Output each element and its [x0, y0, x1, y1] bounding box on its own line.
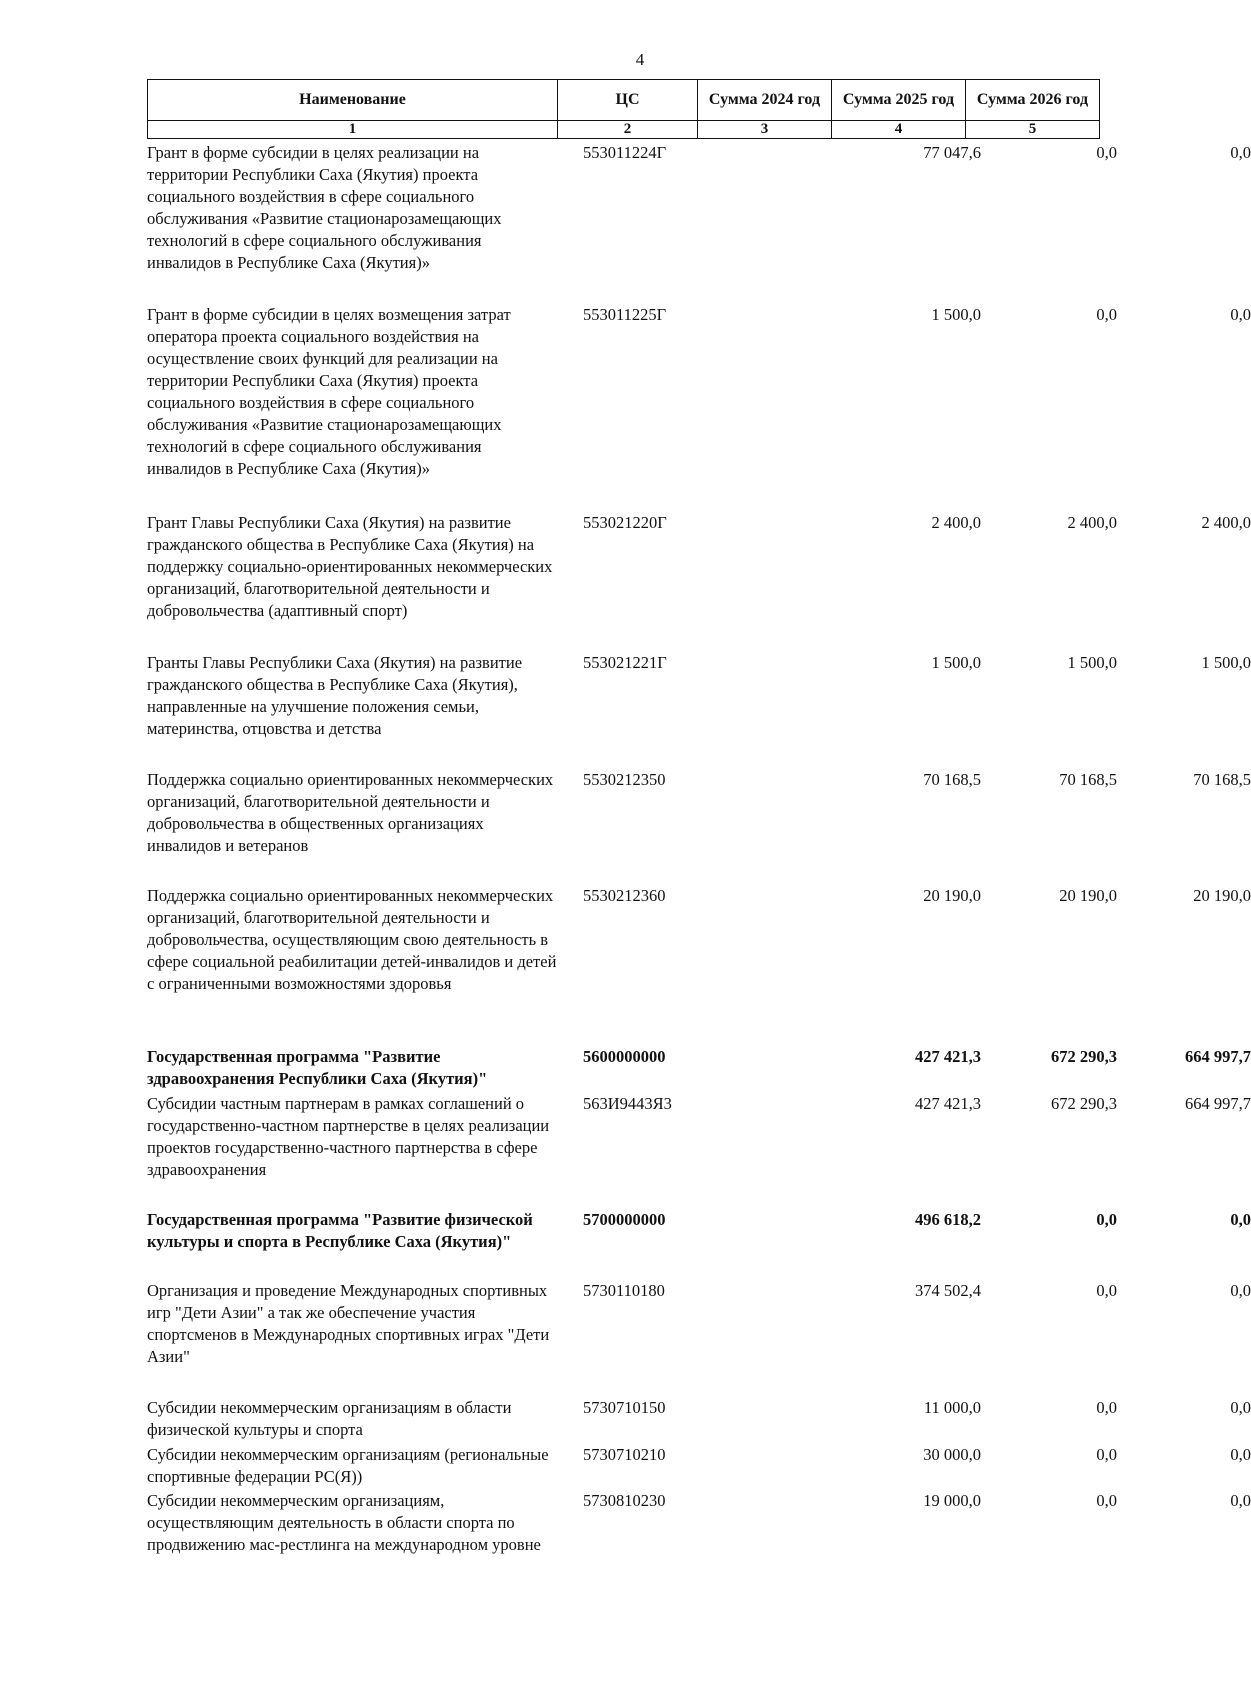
row-sum-2024: 1 500,0	[931, 305, 981, 324]
row-name: Грант Главы Республики Саха (Якутия) на развитие гражданского общества в Республике Саха (Якутия) на поддержку социально-ориентированных некоммерческих организаций, благотворительной деятельности и добровольчества (адаптивный спорт)	[147, 513, 553, 620]
row-sum-2025: 0,0	[1096, 1210, 1117, 1229]
row-sum-2024: 70 168,5	[923, 770, 981, 789]
row-sum-2025: 20 190,0	[1059, 886, 1117, 905]
header-sum-2026: Сумма 2026 год	[966, 80, 1100, 121]
row-code: 563И9443Я3	[583, 1094, 672, 1113]
row-sum-2025: 0,0	[1096, 1445, 1117, 1464]
row-sum-2025: 672 290,3	[1051, 1047, 1117, 1066]
row-sum-2025: 672 290,3	[1051, 1094, 1117, 1113]
header-num-2: 2	[558, 121, 698, 139]
row-sum-2026: 70 168,5	[1193, 770, 1251, 789]
row-sum-2024: 2 400,0	[931, 513, 981, 532]
header-num-5: 5	[966, 121, 1100, 139]
row-code: 5730710150	[583, 1398, 666, 1417]
row-sum-2024: 19 000,0	[923, 1491, 981, 1510]
row-name: Грант в форме субсидии в целях возмещения затрат оператора проекта социального воздействия на осуществление своих функций для реализации на территории Республики Саха (Якутия) проекта социального воздействия в сфере социального обслуживания «Развитие стационарозамещающих технологий в сфере социального обслуживания инвалидов в Республике Саха (Якутия)»	[147, 305, 511, 478]
row-name: Организация и проведение Международных спортивных игр "Дети Азии" а так же обеспечение участия спортсменов в Международных спортивных играх "Дети Азии"	[147, 1281, 550, 1366]
row-code: 5530212350	[583, 770, 666, 789]
row-sum-2026: 0,0	[1230, 305, 1251, 324]
row-sum-2024: 30 000,0	[923, 1445, 981, 1464]
row-sum-2025: 0,0	[1096, 1281, 1117, 1300]
row-sum-2026: 664 997,7	[1185, 1094, 1251, 1113]
row-name: Субсидии некоммерческим организациям (региональные спортивные федерации РС(Я))	[147, 1445, 549, 1486]
row-sum-2025: 0,0	[1096, 1398, 1117, 1417]
row-sum-2026: 1 500,0	[1201, 653, 1251, 672]
row-sum-2026: 664 997,7	[1185, 1047, 1251, 1066]
row-sum-2025: 0,0	[1096, 143, 1117, 162]
row-sum-2026: 20 190,0	[1193, 886, 1251, 905]
row-sum-2024: 11 000,0	[923, 1398, 981, 1417]
row-code: 553021220Г	[583, 513, 667, 532]
row-sum-2026: 0,0	[1230, 1445, 1251, 1464]
table-header	[147, 79, 1100, 139]
row-code: 553011225Г	[583, 305, 667, 324]
row-sum-2024: 77 047,6	[923, 143, 981, 162]
row-name: Государственная программа "Развитие физической культуры и спорта в Республике Саха (Якутия)"	[147, 1210, 533, 1251]
row-code: 553021221Г	[583, 653, 667, 672]
row-sum-2025: 0,0	[1096, 1491, 1117, 1510]
row-code: 553011224Г	[583, 143, 667, 162]
row-code: 5730810230	[583, 1491, 666, 1510]
row-code: 5730110180	[583, 1281, 665, 1300]
row-sum-2024: 374 502,4	[915, 1281, 981, 1300]
row-name: Субсидии некоммерческим организациям, осуществляющим деятельность в области спорта по продвижению мас-рестлинга на международном уровне	[147, 1491, 541, 1554]
row-sum-2026: 0,0	[1230, 1398, 1251, 1417]
row-name: Поддержка социально ориентированных некоммерческих организаций, благотворительной деятельности и добровольчества в общественных организациях инвалидов и ветеранов	[147, 770, 554, 855]
row-sum-2024: 427 421,3	[915, 1047, 981, 1066]
row-sum-2024: 427 421,3	[915, 1094, 981, 1113]
header-code: ЦС	[558, 80, 698, 121]
row-sum-2025: 2 400,0	[1067, 513, 1117, 532]
row-sum-2025: 70 168,5	[1059, 770, 1117, 789]
row-name: Гранты Главы Республики Саха (Якутия) на развитие гражданского общества в Республике Саха (Якутия), направленные на улучшение положения семьи, материнства, отцовства и детства	[147, 653, 523, 738]
row-code: 5600000000	[583, 1047, 666, 1066]
row-sum-2026: 0,0	[1230, 1491, 1251, 1510]
header-sum-2024: Сумма 2024 год	[698, 80, 832, 121]
row-name: Субсидии частным партнерам в рамках соглашений о государственно-частном партнерстве в целях реализации проектов государственно-частного партнерства в сфере здравоохранения	[147, 1094, 550, 1179]
row-code: 5700000000	[583, 1210, 666, 1229]
row-sum-2026: 0,0	[1230, 143, 1251, 162]
page-number: 4	[635, 50, 645, 69]
header-name: Наименование	[148, 80, 558, 121]
header-num-4: 4	[832, 121, 966, 139]
row-sum-2024: 496 618,2	[915, 1210, 981, 1229]
row-name: Государственная программа "Развитие здравоохранения Республики Саха (Якутия)"	[147, 1047, 488, 1088]
row-sum-2025: 1 500,0	[1067, 653, 1117, 672]
header-num-3: 3	[698, 121, 832, 139]
row-sum-2026: 0,0	[1230, 1281, 1251, 1300]
row-name: Субсидии некоммерческим организациям в области физической культуры и спорта	[147, 1398, 512, 1439]
row-sum-2026: 0,0	[1230, 1210, 1251, 1229]
row-code: 5730710210	[583, 1445, 666, 1464]
row-name: Поддержка социально ориентированных некоммерческих организаций, благотворительной деятельности и добровольчества, осуществляющим свою деятельность в сфере социальной реабилитации детей-инвалидов и детей с ограниченными возможностями здоровья	[147, 886, 557, 993]
row-sum-2024: 20 190,0	[923, 886, 981, 905]
header-num-1: 1	[148, 121, 558, 139]
row-sum-2025: 0,0	[1096, 305, 1117, 324]
row-name: Грант в форме субсидии в целях реализации на территории Республики Саха (Якутия) проекта социального воздействия в сфере социального обслуживания «Развитие стационарозамещающих технологий в сфере социального обслуживания инвалидов в Республике Саха (Якутия)»	[147, 143, 502, 272]
row-sum-2024: 1 500,0	[931, 653, 981, 672]
header-sum-2025: Сумма 2025 год	[832, 80, 966, 121]
row-sum-2026: 2 400,0	[1201, 513, 1251, 532]
row-code: 5530212360	[583, 886, 666, 905]
